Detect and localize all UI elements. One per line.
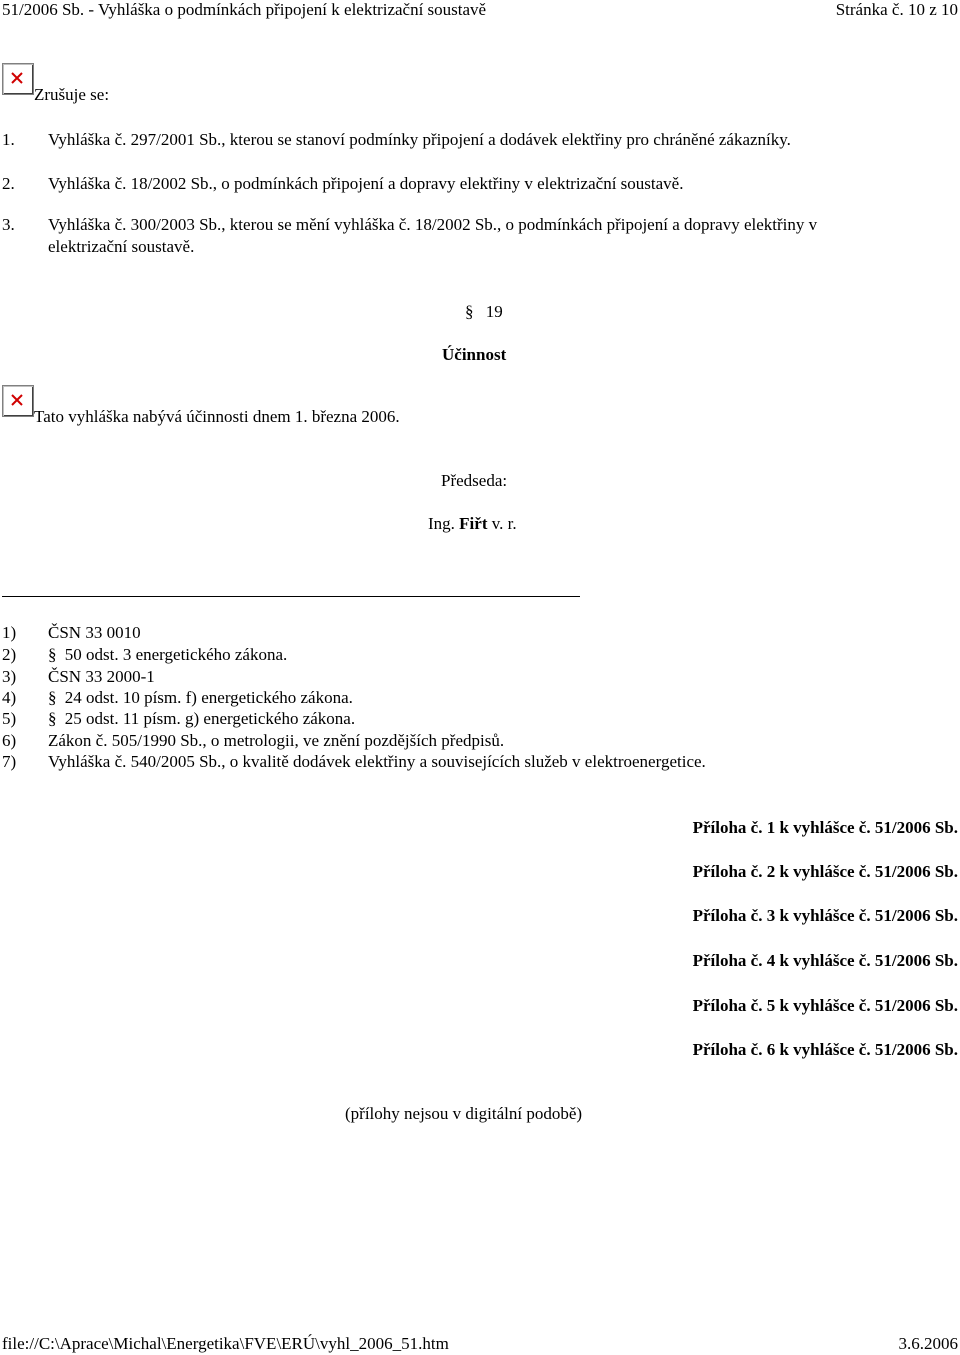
section-number-value: 19 — [485, 302, 503, 321]
footnote-item — [0, 667, 900, 687]
section-title: Účinnost — [442, 345, 507, 364]
repeal-item-number: 3. — [2, 215, 15, 234]
footnote-number: 6) — [2, 731, 17, 750]
attachments-note: (přílohy nejsou v digitální podobě) — [345, 1104, 583, 1123]
footnote-text-with-section — [48, 709, 355, 729]
attachment-link-3[interactable]: Příloha č. 3 k vyhlášce č. 51/2006 Sb. — [692, 906, 958, 925]
signature-prefix: Ing. — [428, 514, 455, 533]
repeal-item-number: 2. — [2, 174, 15, 193]
repeal-item-text: Vyhláška č. 297/2001 Sb., kterou se stanoví podmínky připojení a dodávek elektřiny pro chráněné zákazníky. — [48, 130, 791, 149]
attachment-link-4[interactable]: Příloha č. 4 k vyhlášce č. 51/2006 Sb. — [692, 951, 958, 970]
repeal-item-text: Vyhláška č. 300/2003 Sb., kterou se mění vyhláška č. 18/2002 Sb., o podmínkách připojení a dopravy elektřiny v — [48, 215, 818, 234]
section-text: Tato vyhláška nabývá účinnosti dnem 1. března 2006. — [34, 407, 400, 426]
footer-file-path: file://C:\Aprace\Michal\Energetika\FVE\ERÚ\vyhl_2006_51.htm — [2, 1334, 449, 1353]
footnote-number: 7) — [2, 752, 17, 771]
footnote-text-with-section — [48, 688, 353, 708]
attachment-link-5[interactable]: Příloha č. 5 k vyhlášce č. 51/2006 Sb. — [692, 996, 958, 1015]
broken-image-icon — [2, 63, 34, 95]
signature-name: Fiřt — [459, 514, 488, 533]
document-header-title: 51/2006 Sb. - Vyhláška o podmínkách připojení k elektrizační soustavě — [2, 0, 487, 19]
footnote-number: 3) — [2, 667, 17, 686]
footnote-text: 50 odst. 3 energetického zákona. — [64, 645, 288, 664]
section-symbol: § — [48, 709, 57, 728]
attachment-link-2[interactable]: Příloha č. 2 k vyhlášce č. 51/2006 Sb. — [692, 862, 958, 881]
footnote-text: Zákon č. 505/1990 Sb., o metrologii, ve znění pozdějších předpisů. — [48, 731, 505, 750]
footnote-item — [0, 731, 900, 751]
footnote-text: ČSN 33 0010 — [48, 623, 141, 642]
signature-role: Předseda: — [441, 471, 508, 490]
footnote-text: ČSN 33 2000-1 — [48, 667, 155, 686]
page-number-label: Stránka č. 10 z 10 — [835, 0, 958, 19]
attachment-link-1[interactable]: Příloha č. 1 k vyhlášce č. 51/2006 Sb. — [692, 818, 958, 837]
repeal-item-number: 1. — [2, 130, 15, 149]
signature-line — [428, 514, 517, 534]
section-symbol: § — [48, 688, 57, 707]
section-symbol: § — [48, 645, 57, 664]
footnote-item — [0, 752, 900, 772]
repeal-item-text-continued: elektrizační soustavě. — [48, 237, 195, 256]
footnote-text: 25 odst. 11 písm. g) energetického zákona. — [64, 709, 356, 728]
footnote-item — [0, 645, 900, 665]
section-symbol: § — [465, 302, 474, 321]
repeal-item-text: Vyhláška č. 18/2002 Sb., o podmínkách připojení a dopravy elektřiny v elektrizační soustavě. — [48, 174, 684, 193]
footnote-text: 24 odst. 10 písm. f) energetického zákona. — [64, 688, 353, 707]
repeal-heading: Zrušuje se: — [34, 85, 110, 104]
broken-image-icon — [2, 385, 34, 417]
footnote-number: 2) — [2, 645, 17, 664]
footer-date: 3.6.2006 — [898, 1334, 958, 1353]
footnote-number: 5) — [2, 709, 17, 728]
footnote-separator — [2, 596, 580, 597]
footnote-number: 1) — [2, 623, 17, 642]
footnote-item — [0, 709, 900, 729]
footnote-text: Vyhláška č. 540/2005 Sb., o kvalitě dodávek elektřiny a souvisejících služeb v elektroenergetice. — [48, 752, 706, 771]
footnote-item — [0, 688, 900, 708]
footnote-number: 4) — [2, 688, 17, 707]
signature-suffix: v. r. — [491, 514, 517, 533]
footnote-text-with-section — [48, 645, 287, 665]
attachment-link-6[interactable]: Příloha č. 6 k vyhlášce č. 51/2006 Sb. — [692, 1040, 958, 1059]
footnote-item — [0, 623, 900, 643]
section-number — [465, 302, 503, 322]
